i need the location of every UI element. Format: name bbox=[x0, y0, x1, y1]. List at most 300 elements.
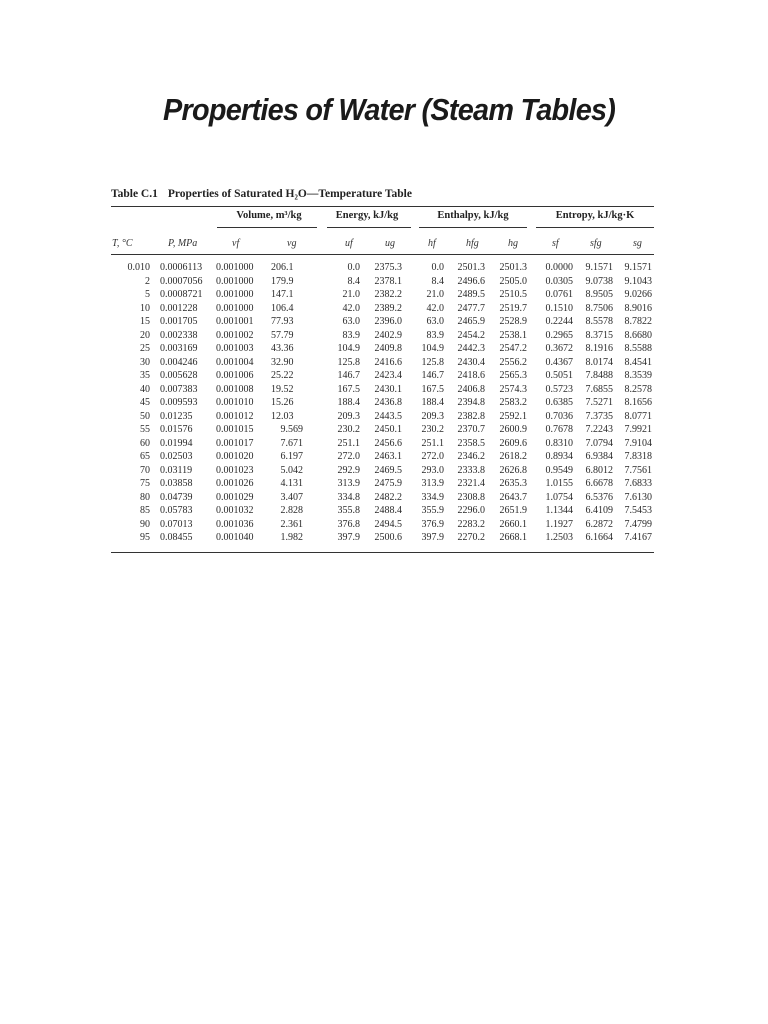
cell-hg: 2592.1 bbox=[499, 410, 527, 422]
cell-hfg: 2308.8 bbox=[457, 491, 485, 503]
cell-vf: 0.001032 bbox=[216, 505, 254, 516]
cell-hfg: 2382.8 bbox=[457, 410, 485, 422]
cell-sfg: 7.0794 bbox=[585, 437, 613, 449]
cell-vf: 0.001023 bbox=[216, 464, 254, 476]
cell-sf: 0.0305 bbox=[545, 275, 573, 287]
cell-sf: 0.2244 bbox=[545, 316, 573, 327]
cell-p: 0.003169 bbox=[160, 343, 198, 354]
cell-vg: 1.982 bbox=[280, 532, 303, 543]
table-row bbox=[0, 369, 768, 382]
cell-sfg: 6.1664 bbox=[585, 532, 613, 543]
cell-hf: 83.9 bbox=[426, 329, 444, 341]
cell-p: 0.08455 bbox=[160, 532, 193, 543]
cell-hf: 376.9 bbox=[421, 518, 444, 530]
cell-sf: 0.8310 bbox=[545, 437, 573, 449]
cell-p: 0.0006113 bbox=[160, 262, 203, 273]
cell-hf: 397.9 bbox=[421, 532, 444, 543]
cell-hg: 2547.2 bbox=[499, 343, 527, 354]
cell-hf: 42.0 bbox=[426, 302, 444, 314]
column-header-sf: sf bbox=[552, 238, 559, 249]
cell-hg: 2528.9 bbox=[499, 316, 527, 327]
cell-sf: 0.3672 bbox=[545, 343, 573, 354]
cell-hf: 63.0 bbox=[426, 316, 444, 327]
cell-ug: 2402.9 bbox=[374, 329, 402, 341]
cell-hf: 146.7 bbox=[421, 370, 444, 381]
cell-hfg: 2406.8 bbox=[457, 383, 485, 395]
cell-ug: 2416.6 bbox=[374, 356, 402, 368]
cell-hg: 2651.9 bbox=[499, 505, 527, 516]
cell-ug: 2500.6 bbox=[374, 532, 402, 543]
cell-hf: 355.9 bbox=[421, 505, 444, 516]
table-top-rule bbox=[111, 206, 654, 207]
group-header-energy: Energy, kJ/kg bbox=[335, 210, 399, 221]
cell-hf: 334.9 bbox=[421, 491, 444, 503]
cell-hfg: 2489.5 bbox=[457, 289, 485, 300]
cell-vf: 0.001000 bbox=[216, 262, 254, 273]
cell-hfg: 2418.6 bbox=[457, 370, 485, 381]
cell-vf: 0.001008 bbox=[216, 383, 254, 395]
cell-p: 0.001705 bbox=[160, 316, 198, 327]
cell-vg: 206.1 bbox=[271, 262, 294, 273]
table-row bbox=[0, 329, 768, 342]
cell-vf: 0.001000 bbox=[216, 302, 254, 314]
table-bottom-rule bbox=[111, 552, 654, 553]
column-header-vf: vf bbox=[232, 238, 240, 249]
table-row bbox=[0, 302, 768, 315]
cell-uf: 83.9 bbox=[342, 329, 360, 341]
cell-hg: 2600.9 bbox=[499, 424, 527, 435]
cell-sfg: 7.6855 bbox=[585, 383, 613, 395]
cell-uf: 209.3 bbox=[337, 410, 360, 422]
cell-uf: 21.0 bbox=[342, 289, 360, 300]
cell-hf: 293.0 bbox=[421, 464, 444, 476]
cell-vg: 77.93 bbox=[271, 316, 294, 327]
cell-hg: 2510.5 bbox=[499, 289, 527, 300]
cell-hg: 2635.3 bbox=[499, 478, 527, 489]
cell-hg: 2609.6 bbox=[499, 437, 527, 449]
cell-hf: 209.3 bbox=[421, 410, 444, 422]
cell-p: 0.02503 bbox=[160, 451, 193, 462]
cell-ug: 2396.0 bbox=[374, 316, 402, 327]
column-header-sfg: sfg bbox=[590, 238, 602, 249]
table-row bbox=[0, 491, 768, 504]
table-row bbox=[0, 477, 768, 490]
column-header-p: P, MPa bbox=[168, 238, 198, 249]
cell-sg: 9.0266 bbox=[624, 289, 652, 300]
cell-sf: 1.1927 bbox=[545, 518, 573, 530]
cell-sfg: 8.3715 bbox=[585, 329, 613, 341]
cell-sf: 0.4367 bbox=[545, 356, 573, 368]
cell-vf: 0.001015 bbox=[216, 424, 254, 435]
table-row bbox=[0, 315, 768, 328]
cell-t: 2 bbox=[145, 275, 150, 287]
cell-vg: 12.03 bbox=[271, 410, 294, 422]
cell-vg: 6.197 bbox=[280, 451, 303, 462]
cell-hfg: 2296.0 bbox=[457, 505, 485, 516]
cell-hfg: 2321.4 bbox=[457, 478, 485, 489]
cell-uf: 355.8 bbox=[337, 505, 360, 516]
cell-t: 90 bbox=[140, 518, 150, 530]
cell-hf: 125.8 bbox=[421, 356, 444, 368]
cell-sfg: 6.6678 bbox=[585, 478, 613, 489]
table-caption bbox=[111, 188, 412, 200]
cell-t: 5 bbox=[145, 289, 150, 300]
cell-sg: 8.2578 bbox=[624, 383, 652, 395]
table-row bbox=[0, 261, 768, 274]
cell-vg: 9.569 bbox=[280, 424, 303, 435]
cell-ug: 2389.2 bbox=[374, 302, 402, 314]
cell-uf: 104.9 bbox=[337, 343, 360, 354]
cell-sg: 8.0771 bbox=[624, 410, 652, 422]
cell-t: 10 bbox=[140, 302, 150, 314]
cell-uf: 334.8 bbox=[337, 491, 360, 503]
table-caption-text: Properties of Saturated H₂O—Temperature Table bbox=[167, 188, 412, 200]
cell-vg: 5.042 bbox=[280, 464, 303, 476]
cell-sf: 0.7036 bbox=[545, 410, 573, 422]
column-header-uf: uf bbox=[345, 238, 353, 249]
cell-hfg: 2501.3 bbox=[457, 262, 485, 273]
table-row bbox=[0, 356, 768, 369]
cell-vf: 0.001010 bbox=[216, 397, 254, 408]
cell-p: 0.03858 bbox=[160, 478, 193, 489]
cell-hf: 272.0 bbox=[421, 451, 444, 462]
group-rule-volume bbox=[217, 227, 317, 228]
cell-hfg: 2394.8 bbox=[457, 397, 485, 408]
column-header-ug: ug bbox=[385, 238, 395, 249]
cell-hg: 2583.2 bbox=[499, 397, 527, 408]
cell-sf: 1.2503 bbox=[545, 532, 573, 543]
cell-uf: 292.9 bbox=[337, 464, 360, 476]
cell-sf: 1.0754 bbox=[545, 491, 573, 503]
cell-vf: 0.001020 bbox=[216, 451, 254, 462]
cell-vf: 0.001029 bbox=[216, 491, 254, 503]
cell-vf: 0.001040 bbox=[216, 532, 254, 543]
cell-hfg: 2270.2 bbox=[457, 532, 485, 543]
cell-ug: 2450.1 bbox=[374, 424, 402, 435]
cell-hg: 2556.2 bbox=[499, 356, 527, 368]
cell-sfg: 8.0174 bbox=[585, 356, 613, 368]
cell-vf: 0.001003 bbox=[216, 343, 254, 354]
column-header-hf: hf bbox=[428, 238, 436, 249]
cell-hfg: 2283.2 bbox=[457, 518, 485, 530]
table-row bbox=[0, 531, 768, 544]
cell-sg: 8.1656 bbox=[624, 397, 652, 408]
cell-sg: 9.1571 bbox=[624, 262, 652, 273]
cell-sf: 0.9549 bbox=[545, 464, 573, 476]
cell-sf: 1.1344 bbox=[545, 505, 573, 516]
cell-vg: 179.9 bbox=[271, 275, 294, 287]
table-number: Table C.1 bbox=[111, 188, 158, 200]
cell-vg: 32.90 bbox=[271, 356, 294, 368]
cell-ug: 2423.4 bbox=[374, 370, 402, 381]
cell-hg: 2574.3 bbox=[499, 383, 527, 395]
cell-vf: 0.001001 bbox=[216, 316, 254, 327]
cell-sf: 1.0155 bbox=[545, 478, 573, 489]
cell-hg: 2501.3 bbox=[499, 262, 527, 273]
cell-ug: 2375.3 bbox=[374, 262, 402, 273]
cell-hg: 2668.1 bbox=[499, 532, 527, 543]
cell-hfg: 2430.4 bbox=[457, 356, 485, 368]
cell-sfg: 8.1916 bbox=[585, 343, 613, 354]
cell-sg: 7.6130 bbox=[624, 491, 652, 503]
cell-sfg: 6.4109 bbox=[585, 505, 613, 516]
cell-uf: 42.0 bbox=[342, 302, 360, 314]
cell-hg: 2618.2 bbox=[499, 451, 527, 462]
cell-ug: 2482.2 bbox=[374, 491, 402, 503]
cell-vg: 2.828 bbox=[280, 505, 303, 516]
cell-uf: 167.5 bbox=[337, 383, 360, 395]
cell-hfg: 2496.6 bbox=[457, 275, 485, 287]
cell-vf: 0.001012 bbox=[216, 410, 254, 422]
table-row bbox=[0, 450, 768, 463]
cell-hf: 167.5 bbox=[421, 383, 444, 395]
cell-sfg: 9.1571 bbox=[585, 262, 613, 273]
cell-vf: 0.001017 bbox=[216, 437, 254, 449]
cell-p: 0.0008721 bbox=[160, 289, 203, 300]
cell-p: 0.0007056 bbox=[160, 275, 203, 287]
cell-hfg: 2477.7 bbox=[457, 302, 485, 314]
cell-sg: 8.4541 bbox=[624, 356, 652, 368]
cell-hfg: 2333.8 bbox=[457, 464, 485, 476]
cell-t: 80 bbox=[140, 491, 150, 503]
cell-sf: 0.0000 bbox=[545, 262, 573, 273]
table-row bbox=[0, 504, 768, 517]
cell-uf: 230.2 bbox=[337, 424, 360, 435]
cell-vg: 15.26 bbox=[271, 397, 294, 408]
column-header-sg: sg bbox=[633, 238, 642, 249]
cell-t: 75 bbox=[140, 478, 150, 489]
cell-vf: 0.001006 bbox=[216, 370, 254, 381]
cell-t: 70 bbox=[140, 464, 150, 476]
cell-sg: 7.9921 bbox=[624, 424, 652, 435]
cell-sf: 0.2965 bbox=[545, 329, 573, 341]
cell-sfg: 7.8488 bbox=[585, 370, 613, 381]
cell-sfg: 6.9384 bbox=[585, 451, 613, 462]
cell-ug: 2456.6 bbox=[374, 437, 402, 449]
cell-sg: 7.5453 bbox=[624, 505, 652, 516]
cell-hg: 2505.0 bbox=[499, 275, 527, 287]
cell-sg: 9.1043 bbox=[624, 275, 652, 287]
cell-t: 85 bbox=[140, 505, 150, 516]
cell-p: 0.004246 bbox=[160, 356, 198, 368]
cell-ug: 2494.5 bbox=[374, 518, 402, 530]
cell-uf: 397.9 bbox=[337, 532, 360, 543]
cell-p: 0.01994 bbox=[160, 437, 193, 449]
cell-hfg: 2346.2 bbox=[457, 451, 485, 462]
cell-sfg: 7.5271 bbox=[585, 397, 613, 408]
cell-vf: 0.001026 bbox=[216, 478, 254, 489]
group-rule-enthalpy bbox=[419, 227, 527, 228]
cell-t: 15 bbox=[140, 316, 150, 327]
cell-p: 0.009593 bbox=[160, 397, 198, 408]
cell-sf: 0.1510 bbox=[545, 302, 573, 314]
cell-sfg: 8.5578 bbox=[585, 316, 613, 327]
cell-vf: 0.001002 bbox=[216, 329, 254, 341]
cell-uf: 272.0 bbox=[337, 451, 360, 462]
table-row bbox=[0, 410, 768, 423]
cell-p: 0.01576 bbox=[160, 424, 193, 435]
cell-p: 0.05783 bbox=[160, 505, 193, 516]
cell-sg: 7.7561 bbox=[624, 464, 652, 476]
cell-sg: 7.8318 bbox=[624, 451, 652, 462]
cell-hg: 2538.1 bbox=[499, 329, 527, 341]
cell-p: 0.007383 bbox=[160, 383, 198, 395]
cell-hfg: 2465.9 bbox=[457, 316, 485, 327]
cell-ug: 2443.5 bbox=[374, 410, 402, 422]
cell-sfg: 9.0738 bbox=[585, 275, 613, 287]
table-row bbox=[0, 342, 768, 355]
cell-t: 50 bbox=[140, 410, 150, 422]
header-bottom-rule bbox=[111, 254, 654, 255]
table-row bbox=[0, 396, 768, 409]
cell-sfg: 6.5376 bbox=[585, 491, 613, 503]
cell-t: 20 bbox=[140, 329, 150, 341]
cell-vg: 2.361 bbox=[280, 518, 303, 530]
cell-uf: 313.9 bbox=[337, 478, 360, 489]
cell-vf: 0.001000 bbox=[216, 275, 254, 287]
cell-t: 95 bbox=[140, 532, 150, 543]
cell-ug: 2382.2 bbox=[374, 289, 402, 300]
page-title: Properties of Water (Steam Tables) bbox=[163, 92, 616, 127]
cell-sg: 8.9016 bbox=[624, 302, 652, 314]
cell-t: 40 bbox=[140, 383, 150, 395]
column-header-vg: vg bbox=[287, 238, 297, 249]
cell-ug: 2409.8 bbox=[374, 343, 402, 354]
cell-sg: 8.5588 bbox=[624, 343, 652, 354]
cell-vg: 25.22 bbox=[271, 370, 294, 381]
cell-sg: 7.9104 bbox=[624, 437, 652, 449]
cell-hg: 2660.1 bbox=[499, 518, 527, 530]
cell-hfg: 2442.3 bbox=[457, 343, 485, 354]
cell-vg: 57.79 bbox=[271, 329, 294, 341]
cell-uf: 8.4 bbox=[347, 275, 360, 287]
cell-sg: 7.6833 bbox=[624, 478, 652, 489]
table-row bbox=[0, 423, 768, 436]
cell-sfg: 6.8012 bbox=[585, 464, 613, 476]
cell-uf: 251.1 bbox=[337, 437, 360, 449]
cell-ug: 2475.9 bbox=[374, 478, 402, 489]
table-row bbox=[0, 383, 768, 396]
cell-hfg: 2358.5 bbox=[457, 437, 485, 449]
group-header-entropy: Entropy, kJ/kg·K bbox=[555, 210, 635, 221]
cell-uf: 63.0 bbox=[342, 316, 360, 327]
cell-p: 0.002338 bbox=[160, 329, 198, 341]
table-row bbox=[0, 437, 768, 450]
cell-hfg: 2454.2 bbox=[457, 329, 485, 341]
cell-hg: 2643.7 bbox=[499, 491, 527, 503]
cell-t: 25 bbox=[140, 343, 150, 354]
cell-t: 60 bbox=[140, 437, 150, 449]
cell-uf: 0.0 bbox=[347, 262, 360, 273]
cell-sg: 7.4167 bbox=[624, 532, 652, 543]
cell-sf: 0.5723 bbox=[545, 383, 573, 395]
cell-ug: 2378.1 bbox=[374, 275, 402, 287]
cell-ug: 2463.1 bbox=[374, 451, 402, 462]
table-row bbox=[0, 275, 768, 288]
cell-sfg: 8.7506 bbox=[585, 302, 613, 314]
cell-sf: 0.5051 bbox=[545, 370, 573, 381]
cell-hf: 230.2 bbox=[421, 424, 444, 435]
cell-hf: 0.0 bbox=[431, 262, 444, 273]
cell-hf: 8.4 bbox=[431, 275, 444, 287]
column-header-hg: hg bbox=[508, 238, 518, 249]
cell-p: 0.04739 bbox=[160, 491, 193, 503]
cell-hf: 251.1 bbox=[421, 437, 444, 449]
cell-p: 0.01235 bbox=[160, 410, 193, 422]
cell-p: 0.001228 bbox=[160, 302, 198, 314]
cell-uf: 376.8 bbox=[337, 518, 360, 530]
cell-sf: 0.0761 bbox=[545, 289, 573, 300]
cell-vg: 147.1 bbox=[271, 289, 294, 300]
cell-t: 0.010 bbox=[127, 262, 150, 273]
group-header-enthalpy: Enthalpy, kJ/kg bbox=[437, 210, 509, 221]
cell-p: 0.03119 bbox=[160, 464, 193, 476]
table-row bbox=[0, 518, 768, 531]
cell-vg: 7.671 bbox=[280, 437, 303, 449]
cell-vg: 19.52 bbox=[271, 383, 294, 395]
cell-ug: 2436.8 bbox=[374, 397, 402, 408]
cell-p: 0.07013 bbox=[160, 518, 193, 530]
cell-ug: 2488.4 bbox=[374, 505, 402, 516]
cell-hg: 2626.8 bbox=[499, 464, 527, 476]
cell-sf: 0.7678 bbox=[545, 424, 573, 435]
column-header-hfg: hfg bbox=[466, 238, 479, 249]
cell-hg: 2519.7 bbox=[499, 302, 527, 314]
cell-sfg: 8.9505 bbox=[585, 289, 613, 300]
cell-vg: 4.131 bbox=[280, 478, 303, 489]
cell-vf: 0.001000 bbox=[216, 289, 254, 300]
cell-hfg: 2370.7 bbox=[457, 424, 485, 435]
cell-uf: 146.7 bbox=[337, 370, 360, 381]
cell-t: 45 bbox=[140, 397, 150, 408]
group-rule-energy bbox=[327, 227, 411, 228]
cell-hg: 2565.3 bbox=[499, 370, 527, 381]
group-header-volume: Volume, m³/kg bbox=[236, 210, 302, 221]
cell-vg: 106.4 bbox=[271, 302, 294, 314]
group-rule-entropy bbox=[536, 227, 654, 228]
table-row bbox=[0, 464, 768, 477]
cell-vg: 43.36 bbox=[271, 343, 294, 354]
cell-sfg: 7.3735 bbox=[585, 410, 613, 422]
cell-hf: 313.9 bbox=[421, 478, 444, 489]
cell-p: 0.005628 bbox=[160, 370, 198, 381]
cell-sf: 0.8934 bbox=[545, 451, 573, 462]
cell-hf: 21.0 bbox=[426, 289, 444, 300]
cell-uf: 125.8 bbox=[337, 356, 360, 368]
cell-sg: 8.7822 bbox=[624, 316, 652, 327]
cell-uf: 188.4 bbox=[337, 397, 360, 408]
cell-vf: 0.001036 bbox=[216, 518, 254, 530]
cell-hf: 104.9 bbox=[421, 343, 444, 354]
cell-t: 30 bbox=[140, 356, 150, 368]
cell-hf: 188.4 bbox=[421, 397, 444, 408]
cell-sg: 7.4799 bbox=[624, 518, 652, 530]
cell-sfg: 6.2872 bbox=[585, 518, 613, 530]
cell-ug: 2469.5 bbox=[374, 464, 402, 476]
column-header-t: T, °C bbox=[112, 238, 133, 249]
cell-t: 35 bbox=[140, 370, 150, 381]
cell-sf: 0.6385 bbox=[545, 397, 573, 408]
cell-vf: 0.001004 bbox=[216, 356, 254, 368]
cell-ug: 2430.1 bbox=[374, 383, 402, 395]
cell-sg: 8.3539 bbox=[624, 370, 652, 381]
cell-sfg: 7.2243 bbox=[585, 424, 613, 435]
table-row bbox=[0, 288, 768, 301]
cell-vg: 3.407 bbox=[280, 491, 303, 503]
cell-t: 55 bbox=[140, 424, 150, 435]
cell-t: 65 bbox=[140, 451, 150, 462]
cell-sg: 8.6680 bbox=[624, 329, 652, 341]
